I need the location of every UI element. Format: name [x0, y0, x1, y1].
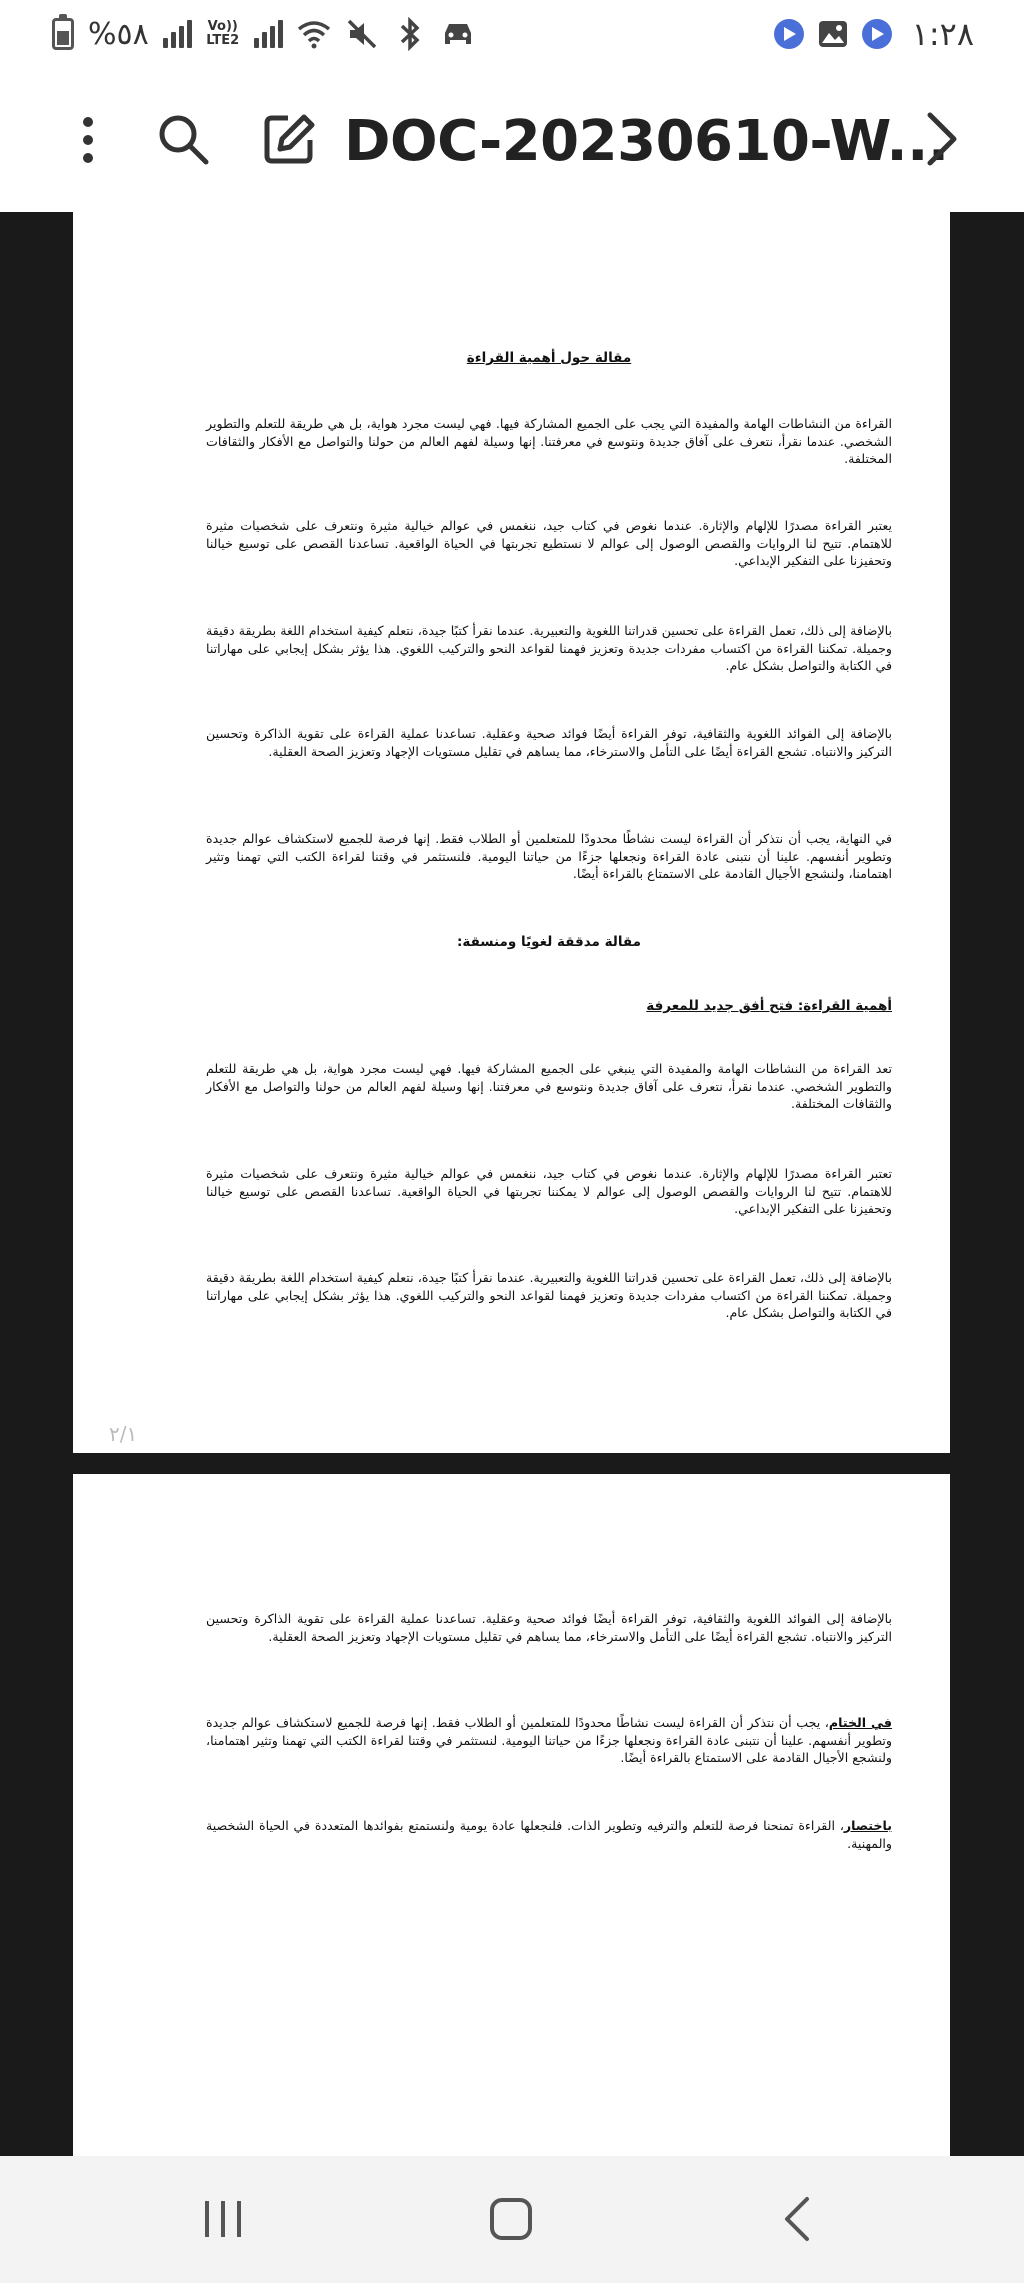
paragraph-lead: في الختام: [828, 1715, 893, 1730]
document-toolbar: [0, 68, 1024, 212]
subheading: مقالة مدققة لغويًا ومنسقة:: [457, 934, 641, 950]
next-button[interactable]: [912, 106, 972, 172]
more-options-button[interactable]: [60, 108, 116, 172]
mute-icon: [345, 17, 379, 51]
system-nav-bar: [0, 2156, 1024, 2283]
paragraph-text: ، القراءة تمنحنا فرصة للتعلم والترفيه وتطوير الذات. فلنجعلها عادة يومية ولنستمتع بفوائدها المتعددة في الحياة الشخصية والمهنية.: [206, 1818, 892, 1851]
page-number: ٢/١: [109, 1422, 138, 1446]
paragraph: بالإضافة إلى ذلك، تعمل القراءة على تحسين قدراتنا اللغوية والتعبيرية. عندما نقرأ كتبًا جيدة، نتعلم كيفية استخدام اللغة بطريقة دقيقة وجميلة. تمكننا القراءة من اكتساب مفردات جديدة وتعزيز فهمنا لقواعد النحو والتركيب اللغوي. هذا يؤثر بشكل إيجابي على مهاراتنا في الكتابة والتواصل بشكل عام.: [206, 623, 892, 673]
home-icon: [489, 2197, 533, 2241]
paragraph: يعتبر القراءة مصدرًا للإلهام والإثارة. عندما نغوص في كتاب جيد، ننغمس في عوالم خيالية مثيرة ونتعرف على شخصيات مثيرة للاهتمام. تتيح لنا الروايات والقصص الوصول إلى عوالم لا نستطيع تجربتها في الحياة الواقعية. تساعدنا القصص على توسيع خيالنا وتحفيزنا على التفكير الإبداعي.: [206, 518, 892, 568]
home-button[interactable]: [466, 2182, 556, 2256]
app-badge-icon: [772, 17, 806, 51]
network-label: Vo)) LTE2: [206, 19, 240, 48]
paragraph: [206, 1817, 892, 1852]
recent-apps-button[interactable]: [178, 2182, 268, 2256]
edit-button[interactable]: [256, 106, 322, 172]
app-badge-icon-2: [860, 17, 894, 51]
document-page-1: [73, 212, 950, 1453]
paragraph: القراءة من النشاطات الهامة والمفيدة التي يجب على الجميع المشاركة فيها. فهي ليست مجرد هواية، بل هي طريقة للتعلم والتطوير الشخصي. عندما نقرأ، نتعرف على آفاق جديدة ونتوسع في معرفتنا. إنها وسيلة لفهم العالم من حولنا والتواصل مع الأفكار والثقافات المختلفة.: [206, 416, 892, 466]
status-right-group: [772, 14, 974, 54]
signal-icon-2: [254, 20, 283, 48]
recent-apps-icon: [201, 2197, 245, 2241]
document-page-2: [73, 1474, 950, 2174]
back-button[interactable]: [752, 2182, 842, 2256]
battery-icon: [52, 18, 74, 50]
gallery-icon: [816, 17, 850, 51]
paragraph: بالإضافة إلى الفوائد اللغوية والثقافية، توفر القراءة أيضًا فوائد صحية وعقلية. تساعدنا عملية القراءة على تقوية الذاكرة وتحسين التركيز والانتباه. تشجع القراءة أيضًا على التأمل والاسترخاء، مما يساهم في تقليل مستويات الإجهاد وتعزيز الصحة العقلية.: [206, 726, 892, 759]
search-icon: [156, 112, 210, 166]
battery-percent: %٥٨: [88, 16, 149, 52]
document-title: DOC-20230610-W...: [344, 109, 949, 174]
bluetooth-icon: [393, 17, 427, 51]
paragraph-lead: باختصار: [843, 1818, 892, 1833]
article-title: مقالة حول أهمية القراءة: [466, 350, 632, 366]
paragraph: بالإضافة إلى الفوائد اللغوية والثقافية، توفر القراءة أيضًا فوائد صحية وعقلية. تساعدنا عملية القراءة على تقوية الذاكرة وتحسين التركيز والانتباه. تشجع القراءة أيضًا على التأمل والاسترخاء، مما يساهم في تقليل مستويات الإجهاد وتعزيز الصحة العقلية.: [206, 1611, 892, 1644]
paragraph: في النهاية، يجب أن نتذكر أن القراءة ليست نشاطًا محدودًا للمتعلمين أو الطلاب فقط. إنها فرصة للجميع لاستكشاف عوالم جديدة وتطوير أنفسهم. علينا أن نتبنى عادة القراءة ونجعلها جزءًا من حياتنا اليومية. فلنستثمر في وقتنا لقراءة الكتب التي تهمنا وتثير اهتمامنا، ولنشجع الأجيال القادمة على الاستمتاع بالقراءة أيضًا.: [206, 831, 892, 881]
document-viewer[interactable]: [0, 212, 1024, 2156]
paragraph: تعد القراءة من النشاطات الهامة والمفيدة التي ينبغي على الجميع المشاركة فيها. فهي ليست مجرد هواية، بل هي طريقة للتعلم والتطوير الشخصي. عندما نقرأ، نتعرف على آفاق جديدة ونتوسع في معرفتنا. إنها وسيلة لفهم العالم من حولنا والتواصل مع الأفكار والثقافات المختلفة.: [206, 1061, 892, 1111]
more-options-icon: [82, 116, 94, 164]
paragraph: بالإضافة إلى ذلك، تعمل القراءة على تحسين قدراتنا اللغوية والتعبيرية. عندما نقرأ كتبًا جيدة، نتعلم كيفية استخدام اللغة بطريقة دقيقة وجميلة. تمكننا القراءة من اكتساب مفردات جديدة وتعزيز فهمنا لقواعد النحو والتركيب اللغوي. هذا يؤثر بشكل إيجابي على مهاراتنا في الكتابة والتواصل بشكل عام.: [206, 1270, 892, 1320]
paragraph: [206, 1714, 892, 1767]
signal-icon: [163, 20, 192, 48]
chevron-right-icon: [925, 111, 959, 167]
status-left-group: [52, 14, 475, 54]
wifi-icon: [297, 17, 331, 51]
status-bar: [0, 0, 1024, 68]
edit-icon: [262, 112, 316, 166]
car-icon: [441, 17, 475, 51]
paragraph-text: ، يجب أن نتذكر أن القراءة ليست نشاطًا محدودًا للمتعلمين أو الطلاب فقط. إنها فرصة للجميع لاستكشاف عوالم جديدة وتطوير أنفسهم. علينا أن نتبنى عادة القراءة ونجعلها جزءًا من حياتنا اليومية. لنستثمر في وقتنا لقراءة الكتب التي تهمنا وتثير اهتمامنا، ولنشجع الأجيال القادمة على الاستمتاع بالقراءة أيضًا.: [206, 1715, 892, 1765]
second-title: أهمية القراءة: فتح أفق جديد للمعرفة: [646, 998, 892, 1014]
back-icon: [782, 2195, 812, 2243]
search-button[interactable]: [150, 106, 216, 172]
clock: ١:٢٨: [911, 15, 974, 53]
paragraph: تعتبر القراءة مصدرًا للإلهام والإثارة. عندما نغوص في كتاب جيد، ننغمس في عوالم خيالية مثيرة ونتعرف على شخصيات مثيرة للاهتمام. تتيح لنا الروايات والقصص الوصول إلى عوالم لا يمكننا تجربتها في الحياة الواقعية. تساعدنا القصص على توسيع خيالنا وتحفيزنا على التفكير الإبداعي.: [206, 1166, 892, 1216]
